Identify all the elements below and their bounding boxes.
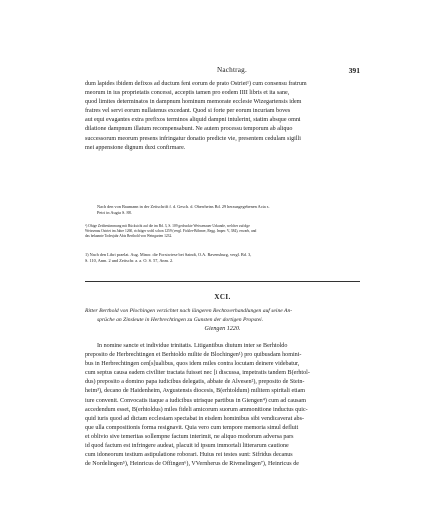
text-line: quid iuris quod ad dictam ecclesiam spectabat in eisdem hominibus sibi vendicaverat abs- <box>85 415 304 422</box>
text-line: dum lapides ibidem defixos ad ductum feni eorum de prato Ostriet¹) cum consensu fratrum <box>85 81 307 87</box>
footnote-2 <box>85 252 360 264</box>
text-line: quod limites determinatos in dampnum hominum memorate ecclesie Wizegartensis idem <box>85 99 302 106</box>
summary-line: sprüche an Zinsleute in Herbrechtingen zu Gunsten der dortigen Propstei. <box>97 316 264 323</box>
note-line: Petri in Augia S. 88. <box>97 210 132 216</box>
main-text-charter <box>85 342 360 469</box>
summary-line: Ritter Berthold von Plochingen verzichtet nach längeren Rechtsverhandlungen auf seine An- <box>85 308 293 314</box>
text-line: preposito de Herbrechtingen et Berhtoldo milite de Blochingen¹) pro quibusdam homini- <box>85 352 302 359</box>
running-header <box>85 66 360 78</box>
text-line: id quod factum est infringere audeat, placuit id ipsum immortali litterarum cautione <box>85 443 289 450</box>
text-line: successorum meorum presens infringatur donatio predicte vie, presentem cedulam sigilli <box>85 135 301 142</box>
text-line: accedendum esset, B(erhtoldus) miles fideli amicorum suorum ammonitione inductus quic- <box>85 406 308 413</box>
text-line: mei appensione dignum duxi confirmare. <box>85 144 186 151</box>
text-line: fratres vel servi eorum nullatenus excedant. Quod si forte per eorum incuriam boves <box>85 108 291 115</box>
footnote-1 <box>85 224 360 240</box>
note-line: das bekannte Todesjahr Abts Berthold von Weingarten 1232. <box>85 234 173 239</box>
note-line: S. 110, Anm. 2 und Zeitschr. a. a. O. S. 57, Anm. 2. <box>85 258 174 264</box>
text-line: aut equi evagantes extra prefixos terminos aliquid dampni intulerint, statim absque omni <box>85 117 301 124</box>
text-line: et oblivio sive temeritas sollempne factum interimit, ne aliquo modorum adversa pars <box>85 433 294 440</box>
section-divider <box>85 281 360 282</box>
text-line: cum septus causa eadem civiliter tractata fuisset nec [i discussa, impetratis tandem B(erhtol- <box>85 370 310 377</box>
page-number: 391 <box>348 66 360 75</box>
note-line: ¹) Ohige Zeitbestimmung mit Rücksicht auf die im Bd. 3, S. 109 gedruckte Weissenauer Urkunde, welcher zufolge <box>85 224 250 228</box>
header-title: Nachtrag. <box>217 66 247 74</box>
note-line: Weissenau Ostriet im Jahre 1260, richtiger wohl schon 1259 (vergl. Fickler-Böhmer, Regg. Imper. V, 384), erwarb, und <box>85 229 257 234</box>
text-line: heim³), decano de Haidenheim, Avgustensis diocesis, B(erhtoldum) militem spiritali etiam <box>85 388 306 395</box>
text-line: In nomine sancte et individue trinitatis. Litigantibus diutum inter se Berhtoldo <box>97 343 288 349</box>
text-line: que ulla compositionis forma resignavit. Quia vero cum tempore memoria simul defluit <box>85 424 299 431</box>
text-line: iure convenit. Convocatis itaque a iudicibus utrisque partibus in Giengen⁴) cum ad causam <box>85 397 306 404</box>
document-summary <box>85 307 360 324</box>
text-line: cum idoneorum testium astipulatione roborari. Huius rei testes sunt: Sifridus decanus <box>85 452 293 459</box>
note-line: Nach den von Baumann in der Zeitschrift f. d. Gesch. d. Oberrheins Bd. 29 herausgegebenen Acta s. <box>97 204 270 209</box>
text-line: dus) preposito a domino papa iudicibus delegatis, abbate de Alvesen²), preposito de Stein- <box>85 379 305 386</box>
note-line: 1) Nach den Libri praelat. Aug. Minor. die Forstwiese bei Saindt, O.A. Ravensburg, vergl. Bd. 3, <box>85 252 252 257</box>
text-line: meorum in ius proprietatis concessi, acceptis tamen pro eodem IIII libris et ita sane, <box>85 90 290 97</box>
main-text-continuation <box>85 80 360 153</box>
text-line: de Nordelingen⁵), Heinricus de Offingen⁶), VVernherus de Rivmelingen⁷), Heinricus de <box>85 461 299 468</box>
text-line: dilatione dampnum illatum recompensabunt. Ne autem processu temporum ab aliquo <box>85 126 293 133</box>
source-note <box>85 204 360 216</box>
document-number: XCI. <box>214 293 231 301</box>
document-date: Giengen 1220. <box>204 326 241 332</box>
text-line: bus in Herbrechtingen cen[s]ualibus, quos idem miles contra locutam deinere videbatur, <box>85 361 300 368</box>
